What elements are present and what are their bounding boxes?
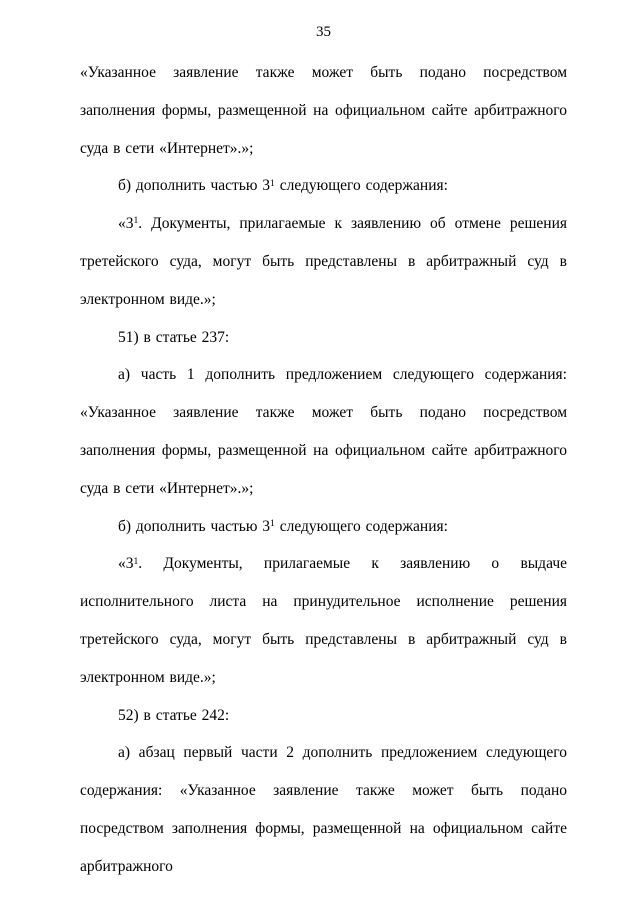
superscript: 1 <box>133 555 139 567</box>
paragraph-text: следующего содержания: <box>274 517 448 535</box>
paragraph-text: «3 <box>118 215 134 233</box>
paragraph-quoted-part-3-1-2 <box>80 545 567 696</box>
paragraph-text: а) часть 1 дополнить предложением следующего содержания: «Указанное заявление также может быть подано посредством заполнения формы, размещенной на официальном сайте арбитражного суда в сети «Интернет».»; <box>80 366 567 497</box>
superscript: 1 <box>270 517 275 529</box>
paragraph-subitem-a-2 <box>80 734 567 885</box>
paragraph-subitem-b-2 <box>80 508 567 546</box>
paragraph-text: . Документы, прилагаемые к заявлению об отмене решения третейского суда, могут быть представлены в арбитражный суд в электронном виде.»; <box>80 215 567 308</box>
paragraph-text: следующего содержания: <box>274 177 448 195</box>
paragraph-quoted-part-3-1 <box>80 205 567 318</box>
paragraph-continuation <box>80 54 567 167</box>
paragraph-text: а) абзац первый части 2 дополнить предложением следующего содержания: «Указанное заявление также может быть подано посредством заполнения формы, размещенной на официальном сайте арбитражного <box>80 744 567 875</box>
paragraph-item-52 <box>80 697 567 735</box>
paragraph-text: 52) в статье 242: <box>118 706 230 724</box>
paragraph-text: «3 <box>118 555 134 573</box>
paragraph-text: . Документы, прилагаемые к заявлению о выдаче исполнительного листа на принудительное исполнение решения третейского суда, могут быть представлены в арбитражный суд в электронном виде.»; <box>80 555 567 686</box>
paragraph-text: 51) в статье 237: <box>118 328 230 346</box>
superscript: 1 <box>133 215 139 227</box>
paragraph-subitem-a <box>80 356 567 507</box>
paragraph-text: б) дополнить частью 3 <box>118 517 271 535</box>
paragraph-text: б) дополнить частью 3 <box>118 177 271 195</box>
paragraph-subitem-b <box>80 167 567 205</box>
paragraph-item-51 <box>80 319 567 357</box>
superscript: 1 <box>270 177 275 189</box>
page-number: 35 <box>316 24 331 40</box>
paragraph-text: «Указанное заявление также может быть подано посредством заполнения формы, размещенной на официальном сайте арбитражного суда в сети «Интернет».»; <box>80 64 567 157</box>
